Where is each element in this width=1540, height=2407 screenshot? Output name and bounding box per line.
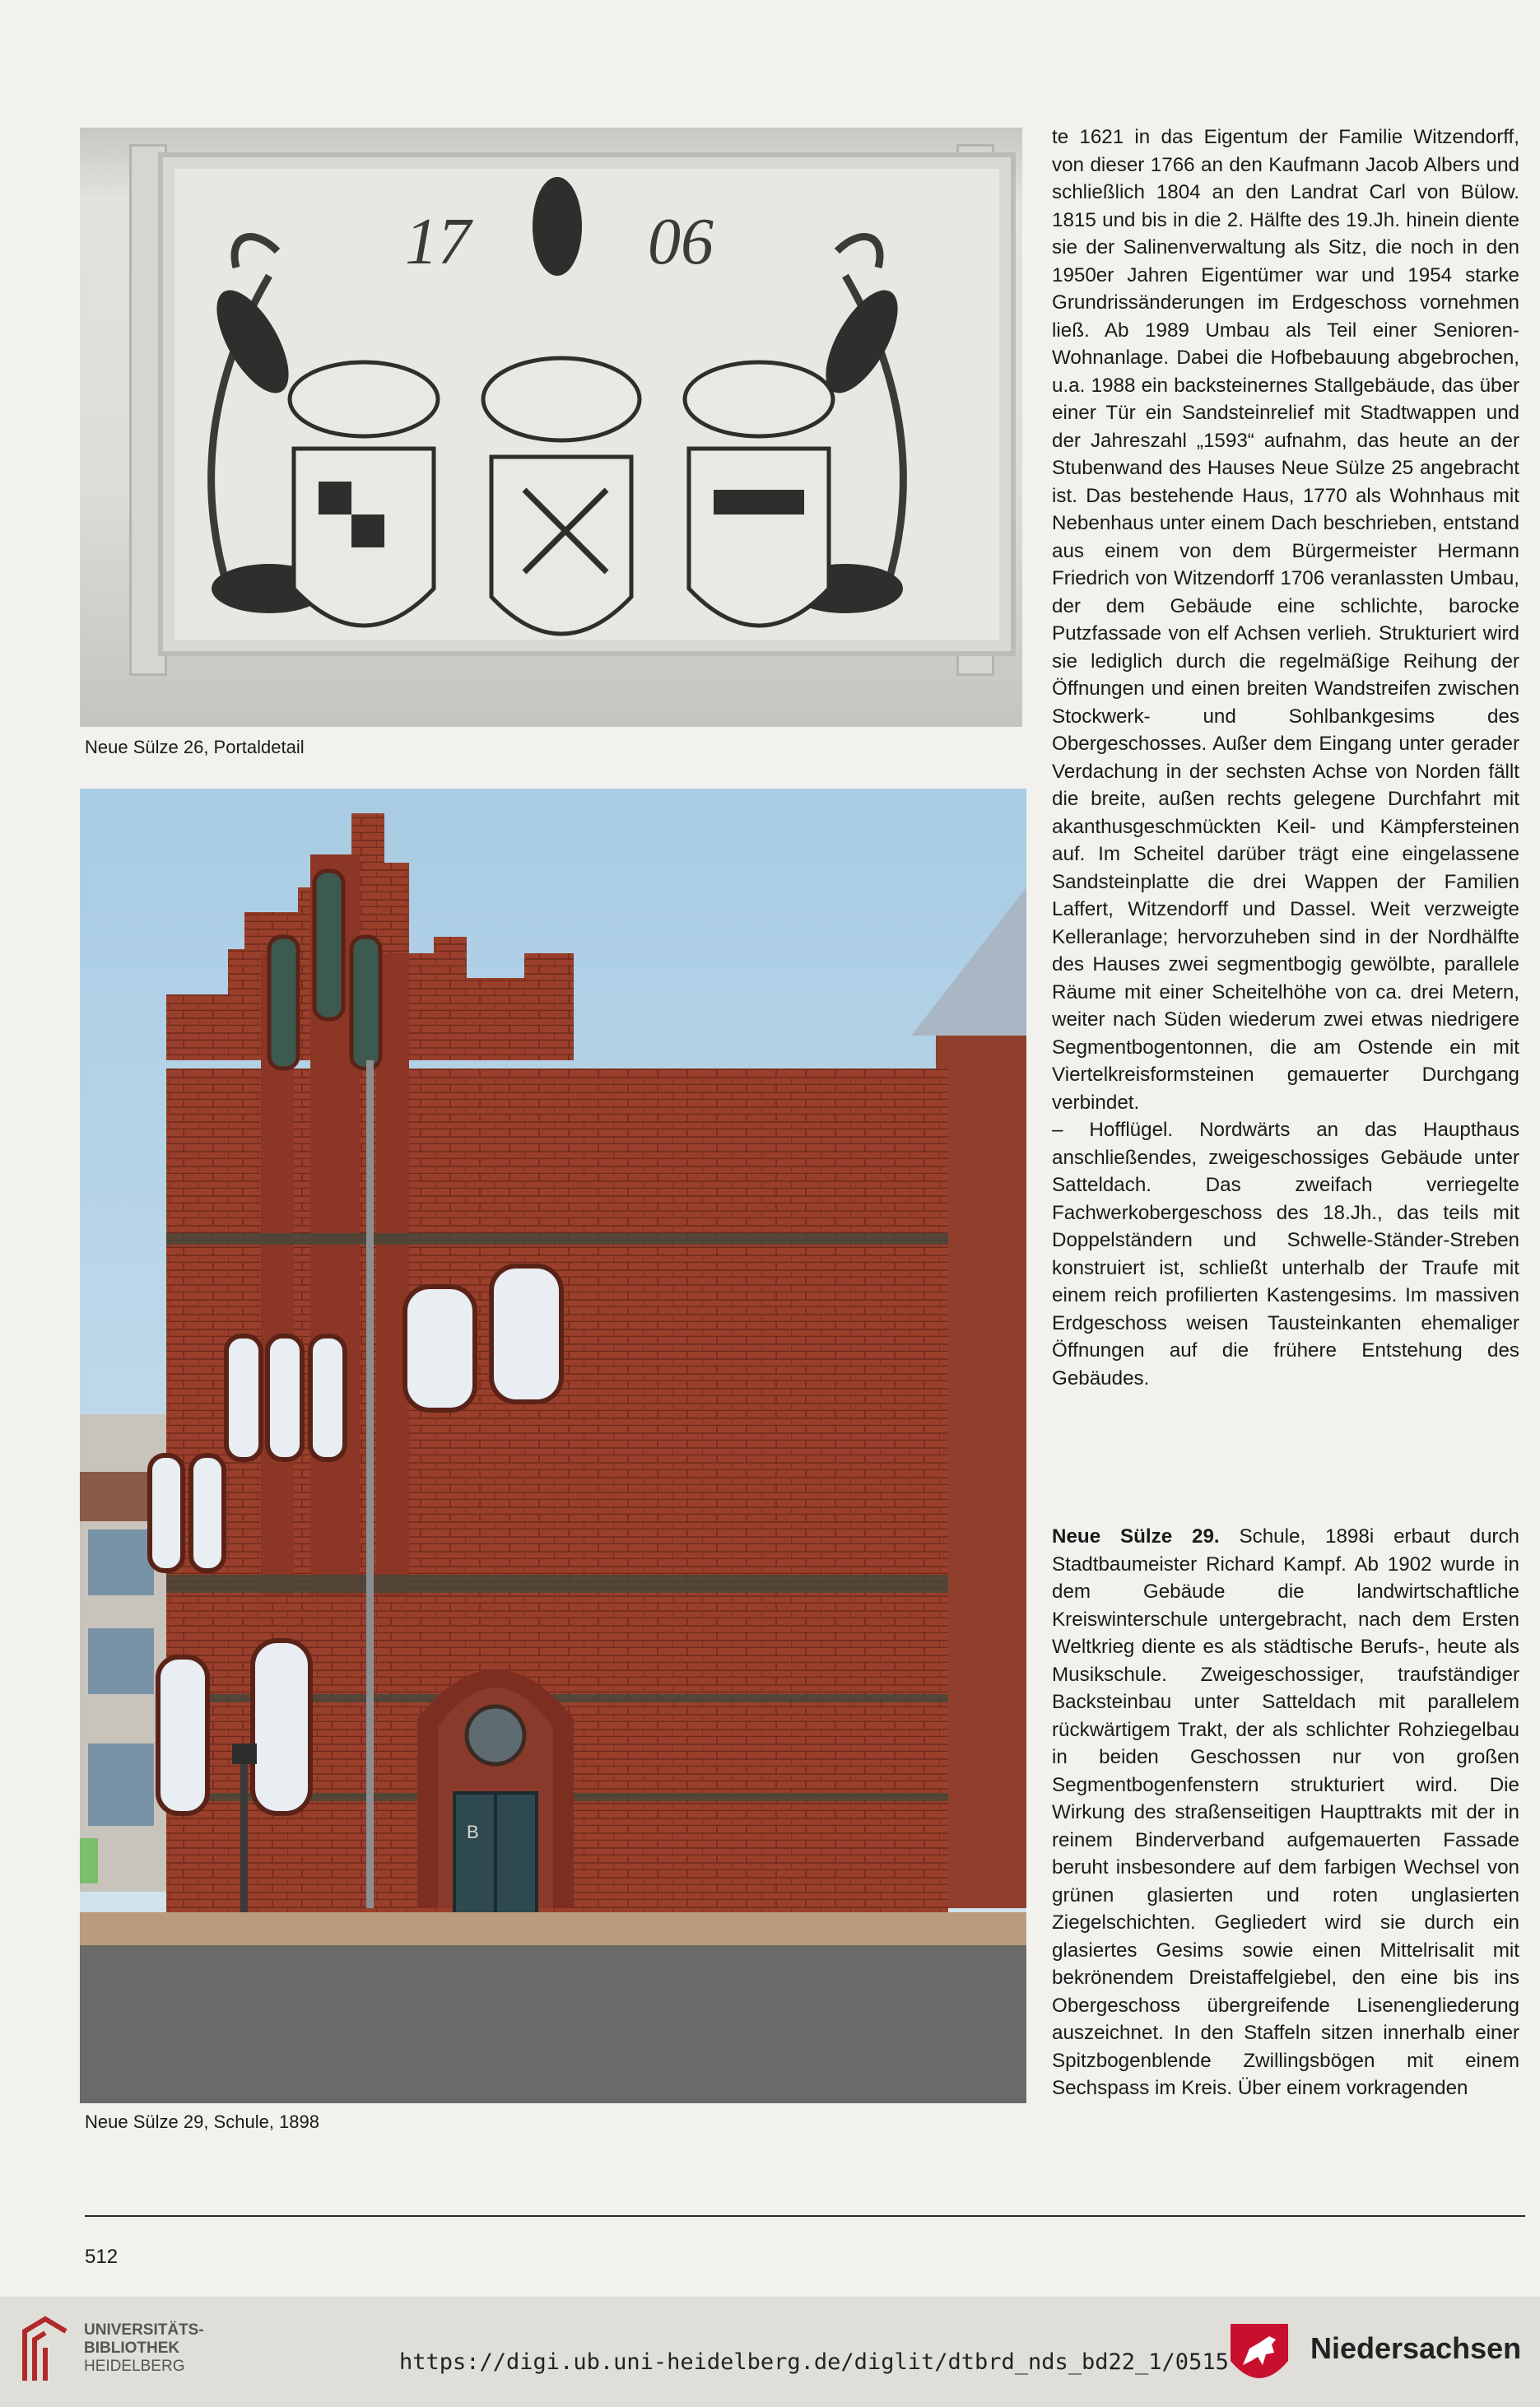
- niedersachsen-horse-shield-icon: [1226, 2320, 1292, 2394]
- paragraph-witzendorff-history: te 1621 in das Eigentum der Familie Witzendorff, von dieser 1766 an den Kaufmann Jacob Albers und schließlich 1804 an den Landrat Carl von Bülow. 1815 und bis in die 2. Hälfte des 19.Jh. hinein diente sie der Salinenverwaltung als Sitz, die noch in den 1950er Jahren Eigentümer war und 1954 starke Grundrissänderungen im Erdgeschoss vornehmen ließ. Ab 1989 Umbau als Teil einer Senioren-Wohnanlage. Dabei die Hofbebauung abgebrochen, u.a. 1988 ein backsteinernes Stallgebäude, das über einer Tür ein Sandsteinrelief mit Stadtwappen und der Jahreszahl „1593“ aufnahm, das heute an der Stubenwand des Hauses Neue Sülze 25 angebracht ist. Das bestehende Haus, 1770 als Wohnhaus mit Nebenhaus unter einem Dach beschrieben, entstand aus einem von dem Bürgermeister Hermann Friedrich von Witzendorff 1706 veranlassten Umbau, der dem Gebäude eine schlichte, barocke Putzfassade von elf Achsen verlieh. Strukturiert wird sie lediglich durch die regelmäßige Reihung der Öffnungen und einen breiten Wandstreifen zwischen Stockwerk- und Sohlbankgesims des Obergeschosses. Außer dem Eingang unter gerader Verdachung in der sechsten Achse von Norden fällt die breite, außen rechts gelegene Durchfahrt mit akanthusgeschmückten Keil- und Kämpfersteinen auf. Im Scheitel darüber trägt eine eingelassene Sandsteinplatte die drei Wappen der Familien Laffert, Witzendorff und Dassel. Weit verzweigte Kelleranlage; hervorzuheben sind in der Nordhälfte des Hauses zwei segmentbogig gewölbte, parallele Räume mit einer Scheitelhöhe von ca. drei Metern, weiter nach Süden wiederum zwei etwas niedrigere Segmentbogentonnen, die am Ostende ein mit Viertelkreisformsteinen gemauerter Durchgang verbindet.: [1052, 126, 1519, 1114]
- photo-caption-school: Neue Sülze 29, Schule, 1898: [85, 2111, 319, 2132]
- permalink-url[interactable]: https://digi.ub.uni-heidelberg.de/diglit/dtbrd_nds_bd22_1/0515: [399, 2349, 1229, 2375]
- coat-of-arms-relief: [80, 128, 1022, 727]
- relief-year-left: 17: [405, 206, 471, 278]
- university-library-logo-icon: [16, 2315, 74, 2389]
- entry-body: Schule, 1898i erbaut durch Stadtbaumeister Richard Kampf. Ab 1902 wurde in dem Gebäude die landwirtschaftliche Kreiswinterschule untergebracht, nach dem Ersten Weltkrieg diente es als städtische Berufs-, heute als Musikschule. Zweigeschossiger, traufständiger Backsteinbau unter Satteldach mit parallelem rückwärtigem Trakt, der als schlichter Rohziegelbau in beiden Geschossen nur von großen Segmentbogenfenstern strukturiert wird. Die Wirkung des straßenseitigen Haupttrakts mit der in reinem Binderverband aufgemauerten Fassade beruht insbesondere auf dem farbigen Wechsel von grünen glasierten und roten unglasierten Ziegelschichten. Gegliedert wird sie durch ein glasiertes Gesims sowie einen Mittelrisalit mit bekrönendem Dreistaffelgiebel, den eine bis ins Obergeschoss übergreifende Lisenengliederung auszeichnet. In den Staffeln sitzen innerhalb einer Spitzbogenblende Zwillingsbögen mit einem Sechspass im Kreis. Über einem vorkragenden: [1052, 1525, 1520, 2099]
- paragraph-hofflugel: – Hofflügel. Nordwärts an das Haupthaus anschließendes, zweigeschossiges Gebäude unter Satteldach. Das zweifach verriegelte Fachwerkobergeschoss des 18.Jh., das teils mit Doppelständern und Schwelle-Ständer-Streben konstruiert ist, schließt unterhalb der Traufe mit einem reich profilierten Kastengesims. Im massiven Erdgeschoss weisen Tausteinkanten ehemaliger Öffnungen auf die frühere Entstehung des Gebäudes.: [1052, 1119, 1519, 1390]
- entry-heading: Neue Sülze 29.: [1052, 1525, 1220, 1548]
- library-name-line1: UNIVERSITÄTS-: [84, 2321, 204, 2339]
- text-column-lower: [1052, 1523, 1519, 2102]
- state-name: Niedersachsen: [1310, 2331, 1522, 2365]
- school-facade-illustration: [80, 789, 1026, 2103]
- library-name-line3: HEIDELBERG: [84, 2358, 185, 2375]
- digitization-footer: [0, 2297, 1540, 2407]
- library-name: [84, 2321, 204, 2376]
- text-column-upper: [1052, 123, 1519, 1392]
- door-sign: B: [467, 1822, 479, 1842]
- school-building-photo: [80, 789, 1026, 2103]
- page-number: 512: [85, 2246, 119, 2268]
- library-name-line2: BIBLIOTHEK: [84, 2339, 180, 2357]
- paragraph-neue-sulze-29: [1052, 1523, 1519, 2102]
- footer-rule: [85, 2215, 1525, 2217]
- portal-detail-photo: [80, 128, 1022, 727]
- photo-caption-portal: Neue Sülze 26, Portaldetail: [85, 737, 305, 757]
- relief-year-right: 06: [648, 206, 714, 278]
